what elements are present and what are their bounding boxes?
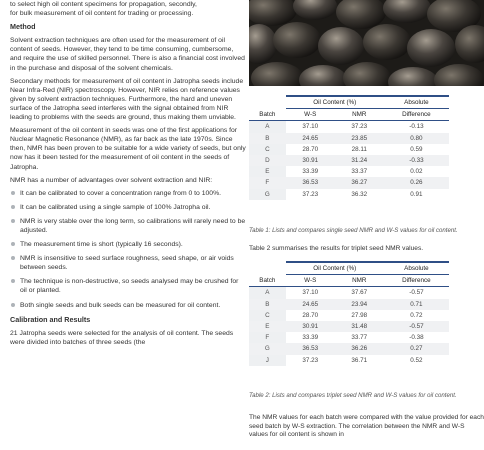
paragraph: Measurement of the oil content in seeds was one of the first applications for Nuclear Magnetic Resonance (NMR), as far back as the late 1970s. Since then, NMR has been proven to be suitable for a wide variety of seeds, but only now has it been tested for the measurement of oil content in the seeds of Jatropha. [10,127,246,171]
table-row: F 36.53 36.27 0.26 [249,177,449,188]
table-row: A 37.10 37.23 -0.13 [249,121,449,133]
bullet-icon [11,303,15,307]
left-column [10,0,246,351]
ws-header: W-S [286,275,335,287]
bullet-icon [11,256,15,260]
paragraph: Solvent extraction techniques are often used for the measurement of oil content of seeds. However, they tend to be time consuming, cumbersome, and require the use of skilled personnel. There is also a financial cost involved in the purchase and disposal of the solvent chemicals. [10,37,245,72]
paragraph: 21 Jatropha seeds were selected for the analysis of oil content. The seeds were divided into batches of three seeds (the [10,329,234,346]
oil-content-header: Oil Content (%) [286,96,384,109]
oil-content-table-1 [249,95,449,200]
paragraph: Table 2 summarises the results for triplet seed NMR values. [249,245,424,252]
paragraph: Secondary methods for measurement of oil content in Jatropha seeds include Near Infra-Red (NIR) spectroscopy. However, NIR relies on reference values given by solvent extraction techniques. Furthermore, the hard and uneven surface of the Jatropha seed interferes with the signal obtained from NIR leading to problems with the seeds are ground, thus making them unviable. [10,77,244,122]
oil-content-header: Oil Content (%) [286,262,384,275]
list-item: The measurement time is short (typically 16 seconds). [10,240,246,249]
absolute-header: Absolute [384,96,449,109]
table-row: C 28.70 28.11 0.59 [249,144,449,155]
oil-content-table-2 [249,261,449,366]
advantages-list [10,189,246,310]
list-item: NMR is very stable over the long term, so calibrations will rarely need to be adjusted. [10,217,246,235]
table-row: F 33.39 33.77 -0.38 [249,332,449,343]
list-item: Both single seeds and bulk seeds can be measured for oil content. [10,301,246,310]
bullet-icon [11,205,15,209]
table-row: E 33.39 33.37 0.02 [249,166,449,177]
bullet-icon [11,191,15,195]
table-row: A 37.10 37.67 -0.57 [249,287,449,299]
nmr-header: NMR [335,275,384,287]
list-item: It can be calibrated using a single sample of 100% Jatropha oil. [10,203,246,212]
table-row: G 37.23 36.32 0.91 [249,189,449,200]
table-row: G 36.53 36.26 0.27 [249,343,449,354]
table-1-caption: Table 1: Lists and compares single seed NMR and W-S values for oil content. [249,227,458,234]
intro-line-2: for bulk measurement of oil content for trading or processing. [10,10,194,18]
list-item: NMR is insensitive to seed surface roughness, seed shape, or air voids between seeds. [10,254,246,272]
difference-header: Difference [384,275,449,287]
table-row: D 30.91 31.24 -0.33 [249,155,449,166]
paragraph: The NMR values for each batch were compared with the value provided for each seed batch by W-S extraction. The correlation between the NMR and W-S values for oil content is shown in [249,414,484,439]
bullet-icon [11,279,15,283]
table-row: J 37.23 36.71 0.52 [249,355,449,366]
bullet-icon [11,219,15,223]
nmr-header: NMR [335,109,384,121]
table-row: B 24.65 23.85 0.80 [249,133,449,144]
seeds-image [249,0,484,86]
list-item: The technique is non-destructive, so seeds analysed may be crushed for oil or planted. [10,277,246,295]
intro-line-1: to select high oil content specimens for propagation, secondly, [10,1,197,8]
batch-header: Batch [249,109,286,121]
calibration-heading: Calibration and Results [10,314,91,324]
difference-header: Difference [384,109,449,121]
method-heading: Method [10,22,36,32]
table-2-caption: Table 2: Lists and compares triplet seed NMR and W-S values for oil content. [249,392,457,399]
paragraph: NMR has a number of advantages over solvent extraction and NIR: [10,176,213,184]
table-row: E 30.91 31.48 -0.57 [249,321,449,332]
ws-header: W-S [286,109,335,121]
table-row: C 28.70 27.98 0.72 [249,310,449,321]
absolute-header: Absolute [384,262,449,275]
bullet-icon [11,242,15,246]
batch-header: Batch [249,275,286,287]
table-row: B 24.65 23.94 0.71 [249,299,449,310]
intro-text [10,0,246,18]
jatropha-seeds-photo [249,0,484,86]
list-item: It can be calibrated to cover a concentration range from 0 to 100%. [10,189,246,198]
